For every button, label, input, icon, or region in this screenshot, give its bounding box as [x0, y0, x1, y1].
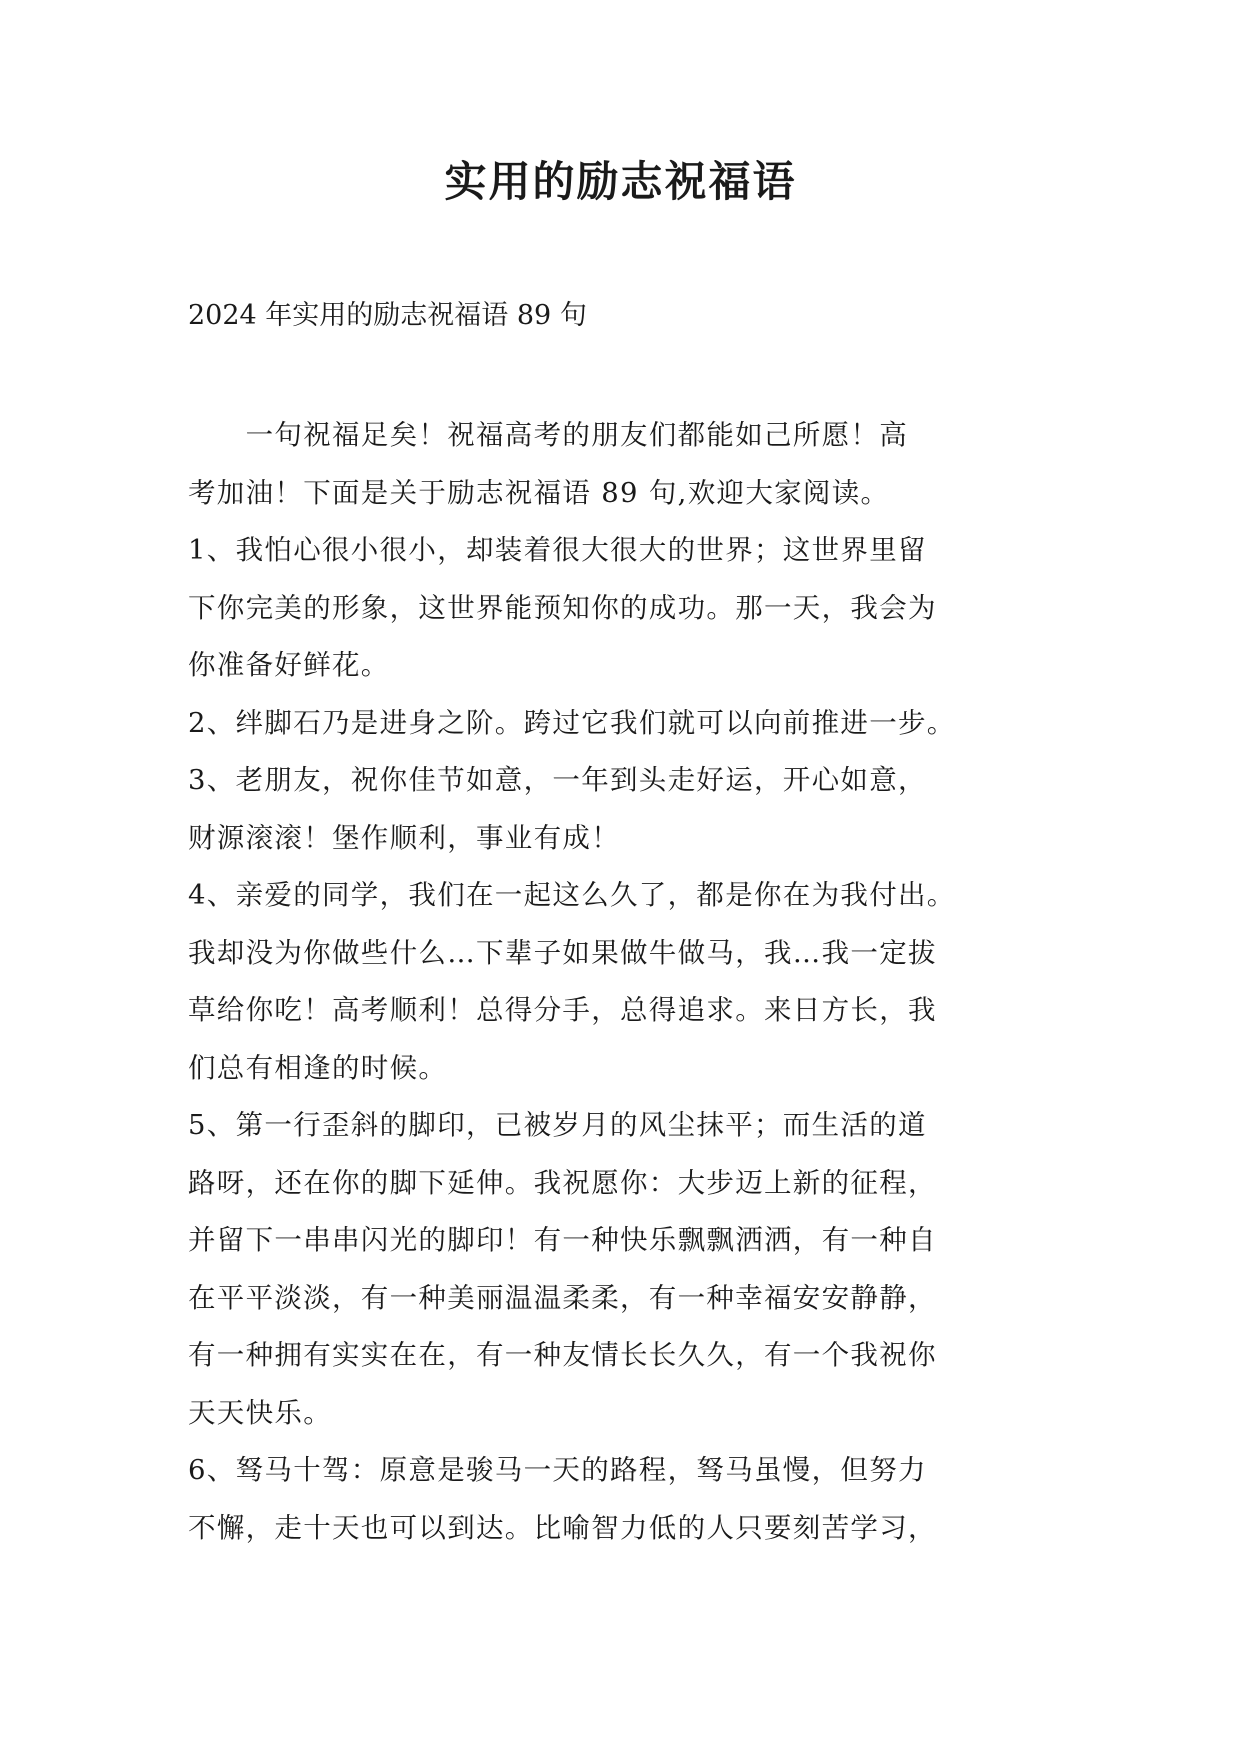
- text-line: 路呀，还在你的脚下延伸。我祝愿你：大步迈上新的征程，: [188, 1166, 937, 1199]
- text-line: 一句祝福足矣！祝福高考的朋友们都能如己所愿！高: [188, 419, 908, 451]
- text-line: 考加油！下面是关于励志祝福语 89 句,欢迎大家阅读。: [188, 476, 890, 509]
- text-line: 天天快乐。: [188, 1396, 332, 1429]
- page-title: 实用的励志祝福语: [444, 157, 797, 206]
- text-line: 6、驽马十驾：原意是骏马一天的路程，驽马虽慢，但努力: [188, 1454, 927, 1486]
- text-line: 在平平淡淡，有一种美丽温温柔柔，有一种幸福安安静静，: [188, 1281, 937, 1314]
- text-line: 并留下一串串闪光的脚印！有一种快乐飘飘洒洒，有一种自: [188, 1224, 937, 1256]
- text-line: 我却没为你做些什么…下辈子如果做牛做马，我…我一定拔: [188, 936, 937, 969]
- text-line: 1、我怕心很小很小，却装着很大很大的世界；这世界里留: [188, 534, 927, 566]
- text-line: 们总有相逢的时候。: [188, 1051, 448, 1084]
- text-line: 你准备好鲜花。: [188, 649, 390, 681]
- text-line: 草给你吃！高考顺利！总得分手，总得追求。来日方长，我: [188, 994, 937, 1026]
- text-line: 4、亲爱的同学，我们在一起这么久了，都是你在为我付出。: [188, 879, 956, 911]
- text-line: 不懈，走十天也可以到达。比喻智力低的人只要刻苦学习，: [188, 1511, 937, 1544]
- text-line: 2、绊脚石乃是进身之阶。跨过它我们就可以向前推进一步。: [188, 706, 956, 739]
- body-text: [188, 407, 1068, 1557]
- text-line: 5、第一行歪斜的脚印，已被岁月的风尘抹平；而生活的道: [188, 1109, 927, 1141]
- document-subtitle: 2024 年实用的励志祝福语 89 句: [188, 300, 587, 331]
- text-line: 下你完美的形象，这世界能预知你的成功。那一天，我会为: [188, 591, 937, 624]
- text-line: 财源滚滚！堡作顺利，事业有成！: [188, 821, 620, 854]
- text-line: 3、老朋友，祝你佳节如意，一年到头走好运，开心如意，: [188, 764, 927, 796]
- text-line: 有一种拥有实实在在，有一种友情长长久久，有一个我祝你: [188, 1339, 937, 1371]
